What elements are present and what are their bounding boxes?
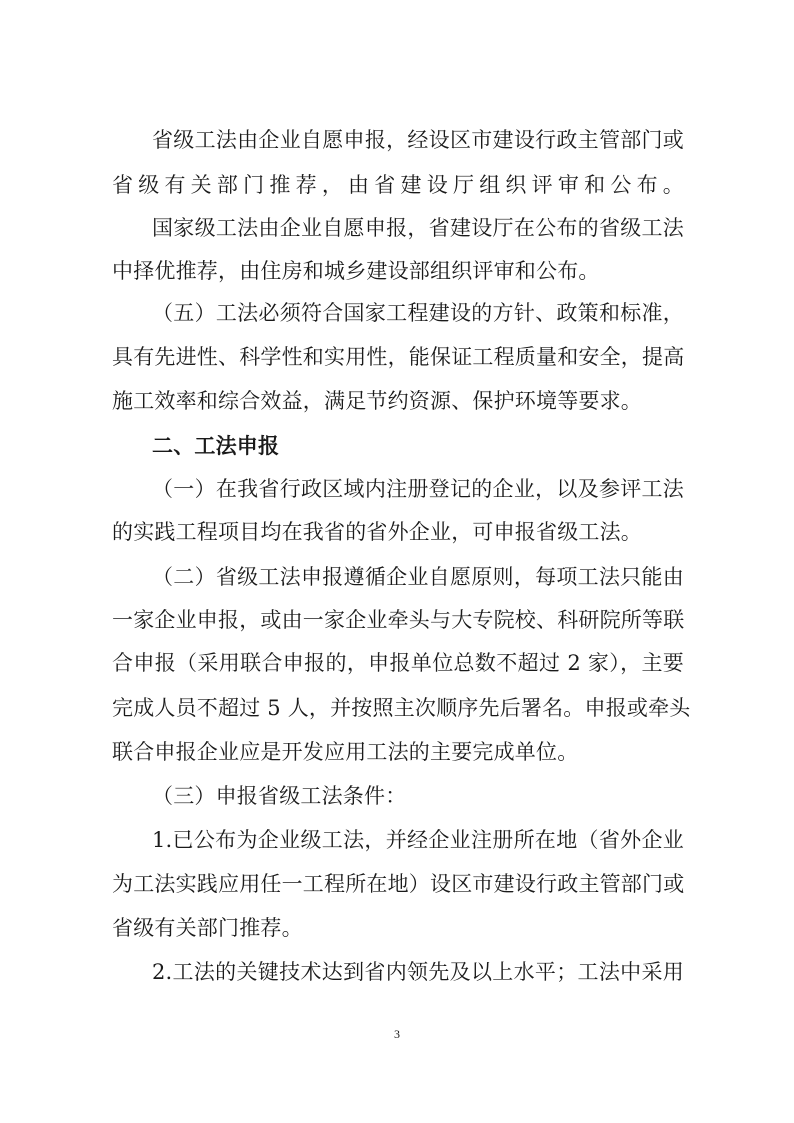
body-text-line: 省级有关部门推荐。	[112, 916, 303, 940]
page-number: 3	[394, 1027, 400, 1041]
body-text-line: 的实践工程项目均在我省的省外企业，可申报省级工法。	[112, 520, 642, 544]
body-text-line: 联合申报企业应是开发应用工法的主要完成单位。	[112, 740, 579, 764]
body-text-line: 中择优推荐，由住房和城乡建设部组织评审和公布。	[112, 259, 600, 283]
body-text-line: 省级工法由企业自愿申报，经设区市建设行政主管部门或	[152, 128, 684, 152]
body-text-line: （三）申报省级工法条件：	[152, 784, 407, 808]
body-text-line: 合申报（采用联合申报的，申报单位总数不超过 2 家），主要	[112, 651, 684, 675]
body-text-line: 省级有关部门推荐，由省建设厅组织评审和公布。	[112, 173, 684, 197]
body-text-line: 为工法实践应用任一工程所在地）设区市建设行政主管部门或	[112, 872, 685, 896]
body-text-line: （一）在我省行政区域内注册登记的企业，以及参评工法	[152, 477, 684, 501]
body-text-line: （二）省级工法申报遵循企业自愿原则，每项工法只能由	[152, 565, 684, 589]
body-text-line: （五）工法必须符合国家工程建设的方针、政策和标准，	[152, 301, 684, 325]
body-text-line: 完成人员不超过 5 人，并按照主次顺序先后署名。申报或牵头	[112, 696, 691, 720]
body-text-line: 2.工法的关键技术达到省内领先及以上水平；工法中采用	[152, 960, 684, 984]
body-text-line: 施工效率和综合效益，满足节约资源、保护环境等要求。	[112, 389, 642, 413]
body-text-line: 国家级工法由企业自愿申报，省建设厅在公布的省级工法	[152, 216, 684, 240]
body-text-line: 一家企业申报，或由一家企业牵头与大专院校、科研院所等联	[112, 608, 685, 632]
body-text-line: 1.已公布为企业级工法，并经企业注册所在地（省外企业	[152, 828, 684, 852]
body-text-line: 具有先进性、科学性和实用性，能保证工程质量和安全，提高	[112, 345, 685, 369]
section-heading: 二、工法申报	[152, 434, 280, 458]
